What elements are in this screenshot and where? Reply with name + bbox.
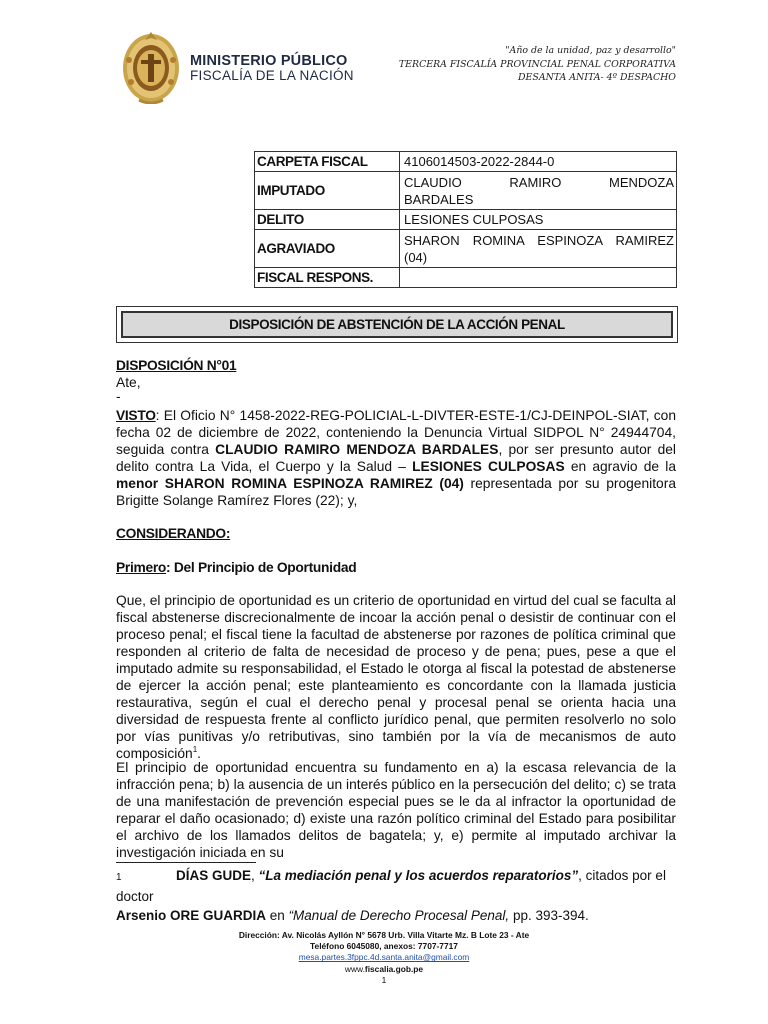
table-row — [255, 230, 677, 268]
disposition-place: Ate, — [116, 375, 141, 390]
label-carpeta-fiscal: CARPETA FISCAL — [255, 152, 400, 172]
footer-web-domain: fiscalia.gob.pe — [364, 963, 424, 974]
footnote-number: 1 — [116, 872, 122, 883]
footnote-text-2: en — [266, 908, 289, 923]
value-imputado-line-2: BARDALES — [404, 191, 474, 207]
disposition-dash: - — [116, 389, 121, 404]
value-imputado-line-1: CLAUDIO RAMIRO MENDOZA — [404, 174, 674, 190]
header-motto — [399, 44, 676, 85]
footnote-ref-1: 1 — [192, 745, 198, 754]
paragraph-1 — [116, 592, 676, 762]
footnote-work-2: “Manual de Derecho Procesal Penal, — [288, 908, 510, 923]
table-row — [255, 210, 677, 230]
value-agraviado-line-1: SHARON ROMINA ESPINOZA RAMIREZ — [404, 232, 674, 248]
label-fiscal-respons: FISCAL RESPONS. — [255, 268, 400, 288]
case-info-table — [254, 151, 677, 288]
considerando-label: CONSIDERANDO: — [116, 526, 231, 541]
label-imputado: IMPUTADO — [255, 172, 400, 210]
paragraph-2: El principio de oportunidad encuentra su fundamento en a) la escasa relevancia de la infracción pena; b) la ausencia de un interés público en la persecución del delito; c) se trata de una manifestación de prevención especial pues se le da al infractor la oportunidad de reparar el daño ocasionado; d) existe una razón político criminal del Estado para posibilitar el archivo de los llamados delitos de bagatela; y, e) permite al imputado archivar la investigación iniciada en su — [116, 760, 676, 860]
value-agraviado — [400, 230, 677, 268]
footnote-text-3: pp. 393-394. — [509, 908, 589, 923]
footnote-divider — [116, 862, 256, 863]
footer-website[interactable] — [0, 964, 768, 975]
value-carpeta-fiscal: 4106014503-2022-2844-0 — [400, 152, 677, 172]
disposition-header — [116, 357, 676, 403]
visto-text-2: , por ser presunto autor del delito contra La Vida, el Cuerpo y la Salud – — [116, 442, 676, 474]
footnote-text-1: , citados por el doctor — [116, 868, 666, 904]
primero-label: Primero — [116, 560, 167, 575]
footnote-author-2: Arsenio ORE GUARDIA — [116, 908, 267, 923]
visto-text-4: representada por su progenitora Brigitte Solange Ramírez Flores (22); y, — [116, 476, 676, 508]
primero-heading — [116, 559, 676, 576]
footer-email-link[interactable]: mesa.partes.3fppc.4d.santa.anita@gmail.com — [298, 952, 470, 963]
motto-line-3: DESANTA ANITA- 4º DESPACHO — [518, 72, 676, 83]
footnote-author-1: DÍAS GUDE — [176, 868, 252, 883]
ministerio-publico-seal-logo — [121, 30, 181, 104]
value-delito: LESIONES CULPOSAS — [400, 210, 677, 230]
motto-line-2: TERCERA FISCALÍA PROVINCIAL PENAL CORPORATIVA — [398, 58, 676, 70]
footer-address: Dirección: Av. Nicolás Ayllón N° 5678 Urb. Villa Vitarte Mz. B Lote 23 - Ate — [238, 930, 530, 940]
page-footer — [0, 930, 768, 986]
visto-paragraph — [116, 407, 676, 509]
label-delito: DELITO — [255, 210, 400, 230]
visto-text-1: : El Oficio N° 1458-2022-REG-POLICIAL-L-DIVTER-ESTE-1/CJ-DEINPOL-SIAT, con fecha 02 de diciembre de 2022, conteniendo la Denuncia Virtual SIDPOL N° 24944704, seguida contra — [116, 408, 676, 457]
document-title-box — [116, 306, 678, 343]
table-row — [255, 152, 677, 172]
org-subtitle: FISCALÍA DE LA NACIÓN — [190, 68, 354, 83]
visto-accused: CLAUDIO RAMIRO MENDOZA BARDALES — [215, 442, 499, 457]
document-title: DISPOSICIÓN DE ABSTENCIÓN DE LA ACCIÓN PENAL — [121, 311, 673, 338]
primero-title: : Del Principio de Oportunidad — [166, 560, 357, 575]
visto-label: VISTO — [116, 408, 156, 423]
footnote-work-title: “La mediación penal y los acuerdos reparatorios” — [258, 868, 579, 883]
motto-line-1: "Año de la unidad, paz y desarrollo" — [505, 45, 676, 56]
table-row — [255, 172, 677, 210]
considerando-heading — [116, 525, 676, 542]
label-agraviado: AGRAVIADO — [255, 230, 400, 268]
page-number: 1 — [381, 974, 387, 985]
org-name: MINISTERIO PÚBLICO — [190, 53, 348, 69]
footer-web-prefix: www. — [344, 963, 365, 974]
disposition-number: DISPOSICIÓN N°01 — [116, 358, 237, 373]
paragraph-1-end: . — [197, 746, 201, 761]
footnote-sep: , — [251, 868, 259, 883]
visto-victim: menor SHARON ROMINA ESPINOZA RAMIREZ (04) — [116, 476, 464, 491]
visto-crime: LESIONES CULPOSAS — [412, 459, 565, 474]
paragraph-1-text: Que, el principio de oportunidad es un criterio de oportunidad en virtud del cual se faculta al fiscal abstenerse discrecionalmente de incoar la acción penal o desistir de continuar con el proceso penal; el fiscal tiene la facultad de abstenerse por razones de política criminal que responden al criterio de falta de necesidad de proceso y de pena; pues, pese a que el imputado admite su responsabilidad, el Estado le otorga al fiscal la potestad de abstenerse de ejercer la acción penal; este planteamiento es concordante con la llamada justicia restaurativa, según el cual el derecho penal y procesal penal se orienta hacia una diversidad de respuesta frente al conflicto jurídico penal, que permiten resolverlo no solo por vías punitivas y/o retributivas, sino también por la vía de mecanismos de auto composición — [116, 593, 676, 761]
visto-text-3: en agravio de la — [564, 459, 676, 474]
value-fiscal-respons — [400, 268, 677, 288]
value-agraviado-line-2: (04) — [404, 249, 428, 265]
value-imputado — [400, 172, 677, 210]
footnote — [116, 866, 676, 925]
table-row — [255, 268, 677, 288]
footer-phone: Teléfono 6045080, anexos: 7707-7717 — [310, 941, 458, 952]
